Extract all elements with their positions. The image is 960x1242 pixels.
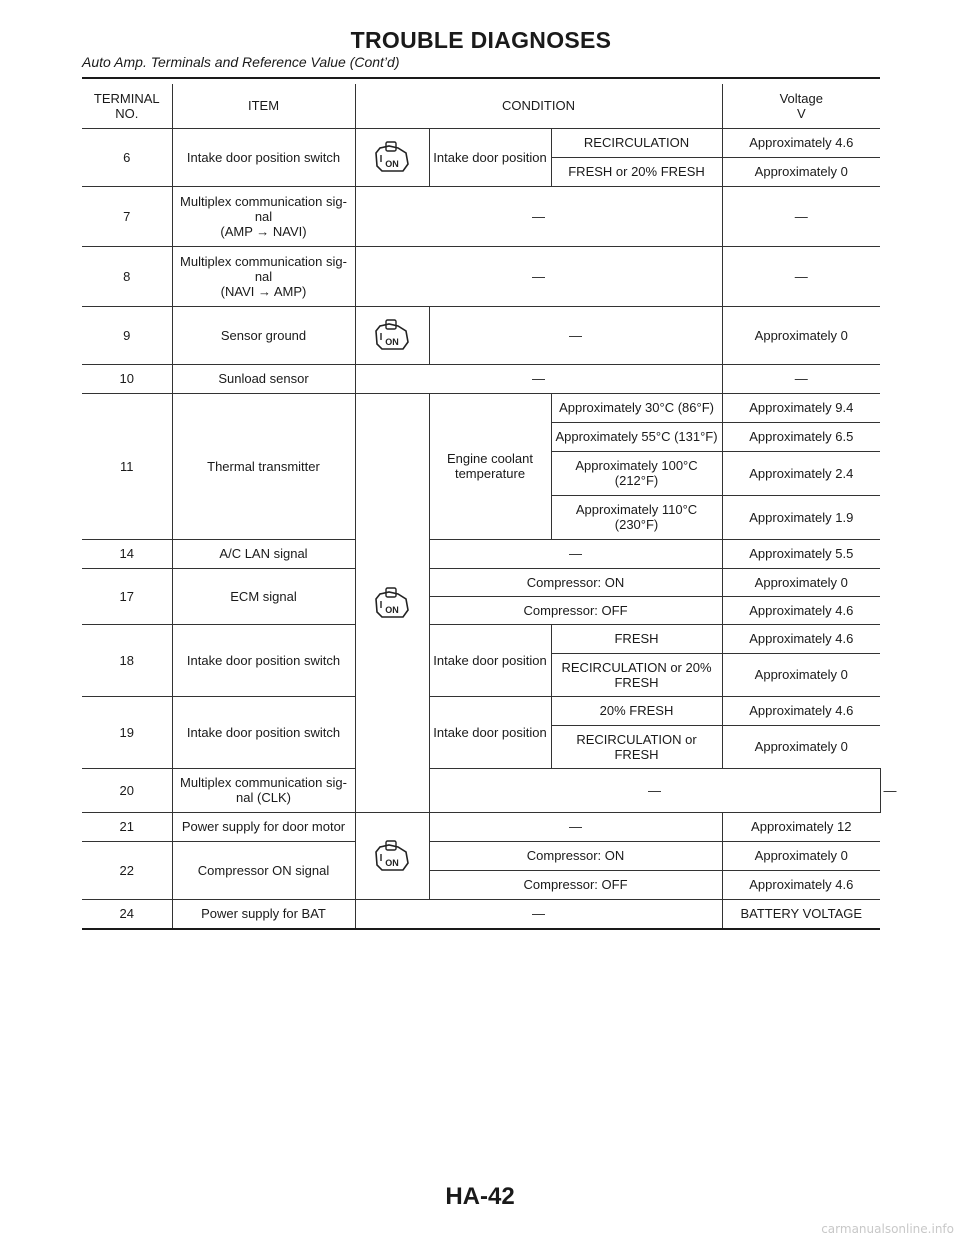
condition-cell: —: [429, 306, 722, 364]
svg-text:ON: ON: [385, 159, 399, 169]
table-row: [82, 841, 880, 870]
voltage-value: —: [722, 246, 880, 306]
page-title: TROUBLE DIAGNOSES: [350, 27, 612, 53]
condition-cell: Engine coolant temperature: [429, 393, 551, 539]
terminal-no: 11: [82, 393, 172, 539]
voltage-value: Approximately 0: [722, 725, 880, 768]
voltage-value: Approximately 0: [722, 306, 880, 364]
item-cell: Compressor ON signal: [172, 841, 355, 899]
condition-state: Compressor: ON: [429, 568, 722, 596]
condition-cell: Intake door position: [429, 696, 551, 768]
item-cell: Intake door position switch: [172, 128, 355, 186]
voltage-value: Approximately 4.6: [722, 128, 880, 157]
condition-state: Compressor: ON: [429, 841, 722, 870]
terminal-no: 6: [82, 128, 172, 186]
terminal-no: 10: [82, 364, 172, 393]
header-item: ITEM: [172, 84, 355, 128]
condition-cell: Intake door position: [429, 128, 551, 186]
terminal-no: 19: [82, 696, 172, 768]
ignition-switch-on-icon: [373, 318, 411, 352]
item-cell: ECM signal: [172, 568, 355, 624]
voltage-value: Approximately 6.5: [722, 422, 880, 451]
item-cell: Sunload sensor: [172, 364, 355, 393]
condition-state: Approximately 30°C (86°F): [551, 393, 722, 422]
table-row: [82, 624, 880, 653]
condition-cell: —: [355, 899, 722, 929]
ignition-on-cell: [355, 306, 429, 364]
item-cell: A/C LAN signal: [172, 539, 355, 568]
voltage-value: Approximately 5.5: [722, 539, 880, 568]
table-row: 20 Multiplex communication sig- nal (CLK) — —: [82, 768, 880, 812]
terminal-no: 22: [82, 841, 172, 899]
item-cell: Sensor ground: [172, 306, 355, 364]
table-row: [82, 539, 880, 568]
condition-cell: Intake door position: [429, 624, 551, 696]
item-cell: Multiplex communication sig- nal (AMP → NAVI): [172, 186, 355, 246]
condition-state: Approximately 110°C (230°F): [551, 495, 722, 539]
terminal-no: 7: [82, 186, 172, 246]
ignition-on-cell: [355, 128, 429, 186]
terminal-no: 17: [82, 568, 172, 624]
item-cell: Power supply for door motor: [172, 812, 355, 841]
table-row: [82, 568, 880, 596]
item-cell: Intake door position switch: [172, 624, 355, 696]
voltage-value: Approximately 4.6: [722, 696, 880, 725]
voltage-value: Approximately 0: [722, 653, 880, 696]
condition-state: Compressor: OFF: [429, 596, 722, 624]
header-voltage: Voltage V: [722, 84, 880, 128]
voltage-value: Approximately 0: [722, 568, 880, 596]
svg-text:ON: ON: [385, 604, 399, 615]
condition-state: FRESH or 20% FRESH: [551, 157, 722, 186]
table-row: [82, 186, 880, 246]
table-row: [82, 306, 880, 364]
table-row: [82, 899, 880, 929]
ignition-on-cell: [355, 393, 429, 812]
item-cell: Multiplex communication sig- nal (CLK): [172, 768, 355, 812]
table-row: [82, 128, 880, 157]
table-row: [82, 696, 880, 725]
terminal-no: 24: [82, 899, 172, 929]
page-header: [82, 28, 880, 71]
svg-text:ON: ON: [385, 337, 399, 347]
voltage-value: Approximately 4.6: [722, 596, 880, 624]
ignition-switch-on-icon: [373, 586, 411, 620]
condition-state: RECIRCULATION: [551, 128, 722, 157]
voltage-value: Approximately 2.4: [722, 451, 880, 495]
header-rule: [82, 77, 880, 79]
condition-state: Approximately 100°C (212°F): [551, 451, 722, 495]
ignition-switch-on-icon: [373, 140, 411, 174]
item-cell: Thermal transmitter: [172, 393, 355, 539]
condition-cell: —: [429, 768, 880, 812]
item-cell: Multiplex communication sig- nal (NAVI → AMP): [172, 246, 355, 306]
header-terminal-no: TERMINAL NO.: [82, 84, 172, 128]
svg-text:ON: ON: [385, 857, 399, 868]
voltage-value: Approximately 9.4: [722, 393, 880, 422]
ignition-switch-on-icon: [373, 839, 411, 873]
condition-cell: —: [355, 364, 722, 393]
condition-cell: —: [355, 186, 722, 246]
condition-state: Approximately 55°C (131°F): [551, 422, 722, 451]
condition-state: RECIRCULATION or 20% FRESH: [551, 653, 722, 696]
condition-state: FRESH: [551, 624, 722, 653]
table-row: [82, 364, 880, 393]
terminal-no: 18: [82, 624, 172, 696]
condition-state: RECIRCULATION or FRESH: [551, 725, 722, 768]
voltage-value: Approximately 12: [722, 812, 880, 841]
header-condition: CONDITION: [355, 84, 722, 128]
condition-state: 20% FRESH: [551, 696, 722, 725]
ignition-on-cell: [355, 812, 429, 899]
voltage-value: Approximately 0: [722, 157, 880, 186]
page-subtitle: Auto Amp. Terminals and Reference Value (Cont’d): [82, 54, 400, 70]
voltage-value: Approximately 0: [722, 841, 880, 870]
voltage-value: Approximately 4.6: [722, 624, 880, 653]
terminal-no: 14: [82, 539, 172, 568]
condition-cell: —: [429, 539, 722, 568]
voltage-value: Approximately 1.9: [722, 495, 880, 539]
watermark: carmanualsonline.info: [821, 1222, 954, 1236]
voltage-value: BATTERY VOLTAGE: [722, 899, 880, 929]
condition-cell: —: [429, 812, 722, 841]
table-row: [82, 393, 880, 422]
table-row: [82, 812, 880, 841]
table-header-row: [82, 84, 880, 128]
condition-cell: —: [355, 246, 722, 306]
terminal-reference-table: [82, 84, 897, 930]
terminal-no: 21: [82, 812, 172, 841]
voltage-value: Approximately 4.6: [722, 870, 880, 899]
terminal-no: 8: [82, 246, 172, 306]
voltage-value: —: [722, 364, 880, 393]
table-row: [82, 246, 880, 306]
voltage-value: —: [722, 186, 880, 246]
terminal-no: 20: [82, 768, 172, 812]
page-number: HA-42: [445, 1183, 515, 1210]
item-cell: Intake door position switch: [172, 696, 355, 768]
item-cell: Power supply for BAT: [172, 899, 355, 929]
condition-state: Compressor: OFF: [429, 870, 722, 899]
terminal-no: 9: [82, 306, 172, 364]
